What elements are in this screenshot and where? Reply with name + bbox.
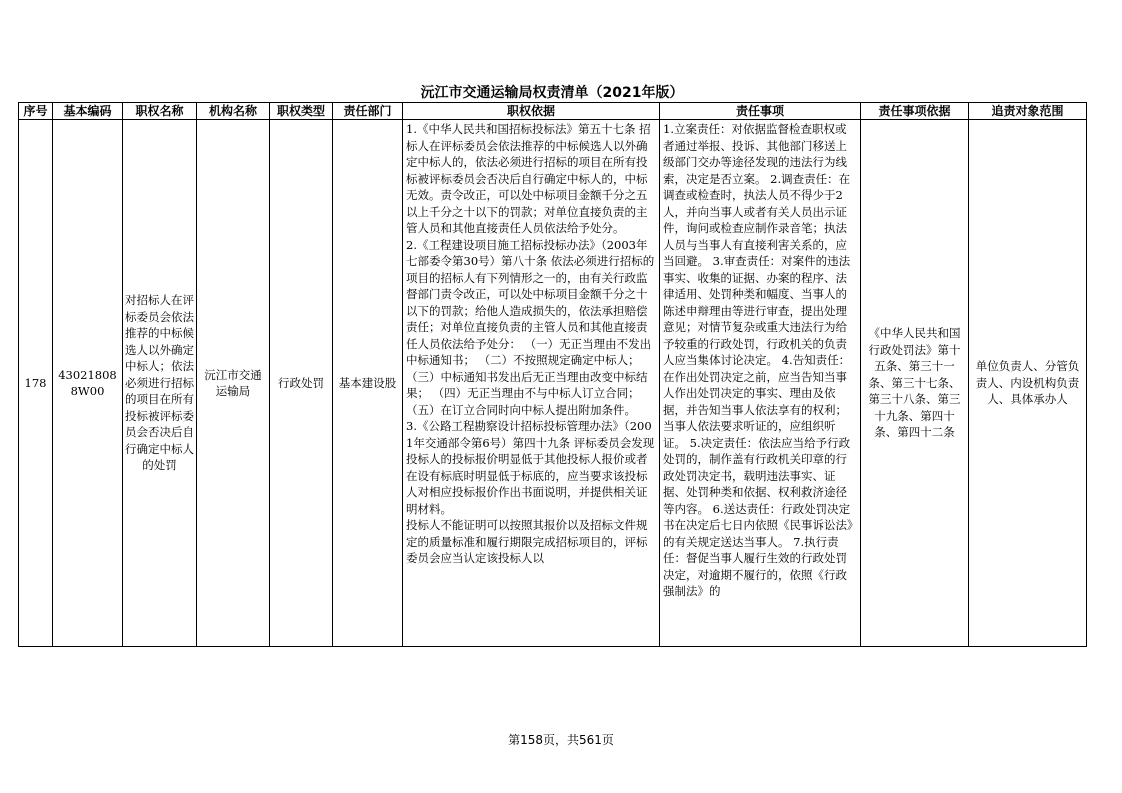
table-row — [19, 120, 1087, 647]
cell-org-name: 沅江市交通运输局 — [197, 120, 270, 647]
power-responsibility-table — [18, 102, 1087, 647]
cell-power-type: 行政处罚 — [270, 120, 333, 647]
page-number: 第158页，共561页 — [508, 733, 614, 747]
header-scope: 追责对象范围 — [969, 103, 1087, 120]
cell-basis — [403, 120, 660, 647]
basis-paragraph: 3.《公路工程勘察设计招标投标管理办法》（2001年交通部令第6号）第四十九条 评标委员会发现投标人的投标报价明显低于其他投标人报价或者在设有标底时明显低于标底的，应当要求该投标人对相应投标报价作出书面说明，并提供相关证明材料。 — [406, 419, 655, 516]
header-responsibility: 责任事项 — [660, 103, 861, 120]
header-resp-basis: 责任事项依据 — [861, 103, 969, 120]
basis-paragraph: 2.《工程建设项目施工招标投标办法》（2003年七部委令第30号）第八十条 依法必须进行招标的项目的招标人有下列情形之一的，由有关行政监督部门责令改正，可以处中标项目金额千分之十以下的罚款；给他人造成损失的，依法承担赔偿责任；对单位直接负责的主管人员和其他直接责任人员依法给予处分： （一）无正当理由不发出中标通知书； （二）不按照规定确定中标人； （三）中标通知书发出后无正当理由改变中标结果； （四）无正当理由不与中标人订立合同； （五）在订立合同时向中标人提出附加条件。 — [406, 237, 655, 417]
responsibility-content: 1.立案责任：对依据监督检查职权或者通过举报、投诉、其他部门移送上级部门交办等途径发现的违法行为线索，决定是否立案。 2.调查责任：在调查或检查时，执法人员不得少于2人，并向当事人或者有关人员出示证件，询问或检查应制作录音笔；执法人员与当事人有直接利害关系的，应当回避。 3.审查责任：对案件的违法事实、收集的证据、办案的程序、法律适用、处罚种类和幅度、当事人的陈述申辩理由等进行审查，提出处理意见；对情节复杂或重大违法行为给予较重的行政处罚，行政机关的负责人应当集体讨论决定。 4.告知责任：在作出处罚决定之前，应当告知当事人作出处罚决定的事实、理由及依据，并告知当事人依法享有的权利；当事人依法要求听证的，应组织听证。 5.决定责任：依法应当给予行政处罚的，制作盖有行政机关印章的行政处罚决定书，载明违法事实、证据、处罚种类和依据、权利救济途径等内容。 6.送达责任：行政处罚决定书在决定后七日内依照《民事诉讼法》的有关规定送达当事人。 7.执行责任：督促当事人履行生效的行政处罚决定，对逾期不履行的，依照《行政强制法》的 — [663, 122, 853, 598]
header-power-type: 职权类型 — [270, 103, 333, 120]
header-code: 基本编码 — [53, 103, 123, 120]
header-dept: 责任部门 — [333, 103, 403, 120]
cell-resp-basis: 《中华人民共和国行政处罚法》第十五条、第三十一条、第三十七条、第三十八条、第三十九条、第四十条、第四十二条 — [861, 120, 969, 647]
table-header-row — [19, 103, 1087, 120]
basis-paragraph: 1.《中华人民共和国招标投标法》第五十七条 招标人在评标委员会依法推荐的中标候选人以外确定中标人的，依法必须进行招标的项目在所有投标被评标委员会否决后自行确定中标人的，中标无效。责令改正，可以处中标项目金额千分之五以上千分之十以下的罚款；对单位直接负责的主管人员和其他直接责任人员依法给予处分。 — [406, 122, 651, 235]
header-seq: 序号 — [19, 103, 53, 120]
basis-content — [406, 121, 656, 646]
header-basis: 职权依据 — [403, 103, 660, 120]
cell-dept: 基本建设股 — [333, 120, 403, 647]
basis-paragraph: 投标人不能证明可以按照其报价以及招标文件规定的质量标准和履行期限完成招标项目的，评标委员会应当认定该投标人以 — [406, 518, 648, 565]
header-org-name: 机构名称 — [197, 103, 270, 120]
header-power-name: 职权名称 — [123, 103, 197, 120]
cell-code: 430218088W00 — [53, 120, 123, 647]
document-title: 沅江市交通运输局权责清单（2021年版） — [420, 85, 684, 101]
cell-power-name: 对招标人在评标委员会依法推荐的中标候选人以外确定中标人；依法必须进行招标的项目在所有投标被评标委员会否决后自行确定中标人的处罚 — [123, 120, 197, 647]
cell-responsibility — [660, 120, 861, 647]
cell-seq: 178 — [19, 120, 53, 647]
cell-scope: 单位负责人、分管负责人、内设机构负责人、具体承办人 — [969, 120, 1087, 647]
